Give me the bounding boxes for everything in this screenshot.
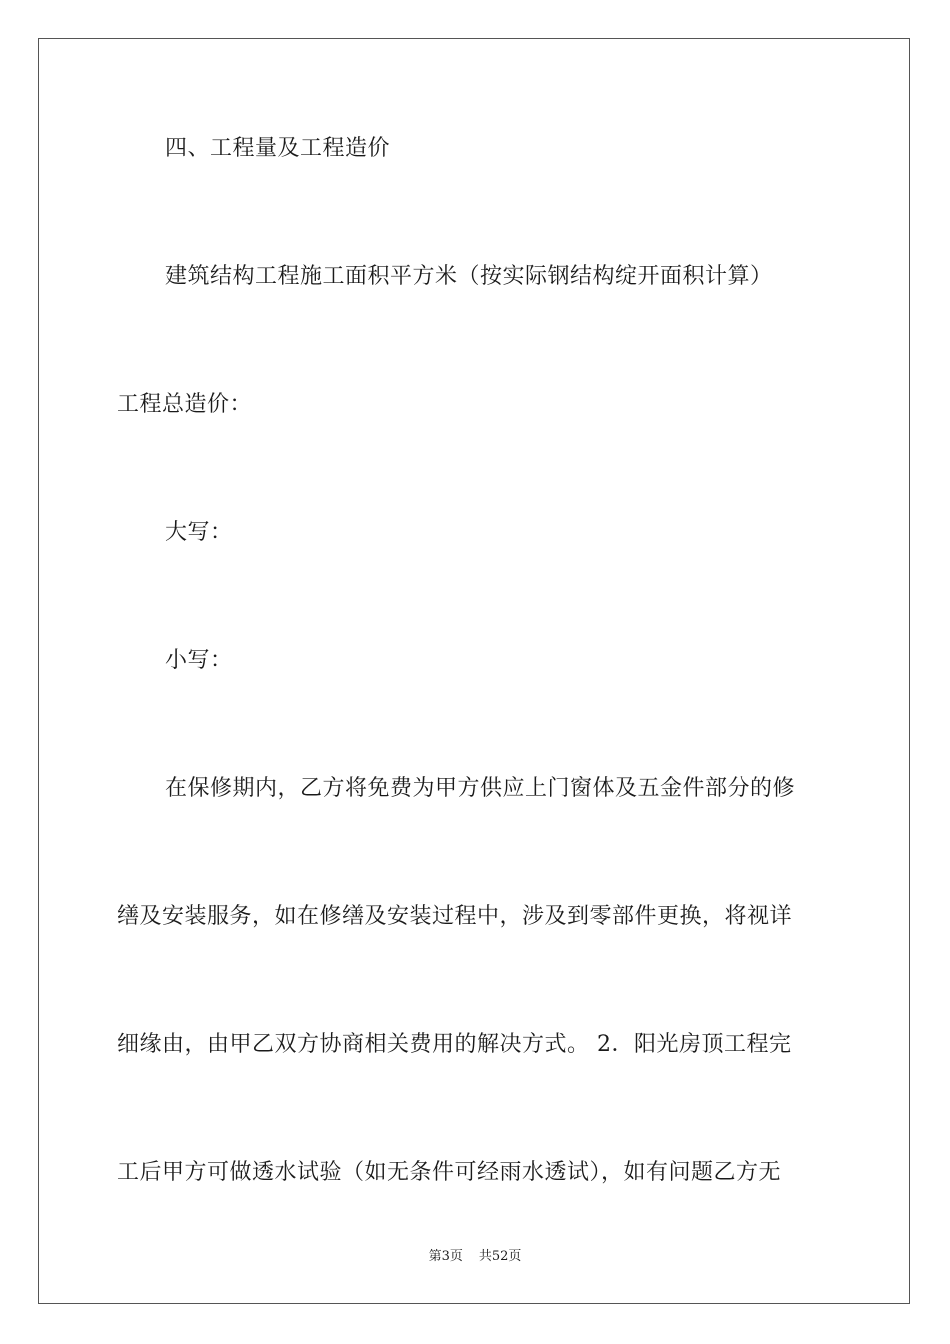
- page-footer: [0, 1248, 950, 1266]
- paragraph-line: 缮及安装服务，如在修缮及安装过程中，涉及到零部件更换，将视详: [117, 904, 793, 929]
- paragraph-line: 工程总造价：: [117, 392, 253, 417]
- section-heading: 四、工程量及工程造价: [165, 136, 391, 161]
- paragraph-line: 细缘由，由甲乙双方协商相关费用的解决方式。 2．阳光房顶工程完: [117, 1032, 792, 1057]
- paragraph-line: 在保修期内，乙方将免费为甲方供应上门窗体及五金件部分的修: [165, 776, 796, 801]
- paragraph-line: 大写：: [165, 520, 233, 545]
- page-total: 共52页: [478, 1249, 522, 1264]
- paragraph-line: 小写：: [165, 648, 233, 673]
- paragraph-line: 建筑结构工程施工面积平方米（按实际钢结构绽开面积计算）: [165, 264, 773, 289]
- page-number: 第3页: [428, 1249, 463, 1264]
- paragraph-line: 工后甲方可做透水试验（如无条件可经雨水透试），如有问题乙方无: [117, 1160, 782, 1185]
